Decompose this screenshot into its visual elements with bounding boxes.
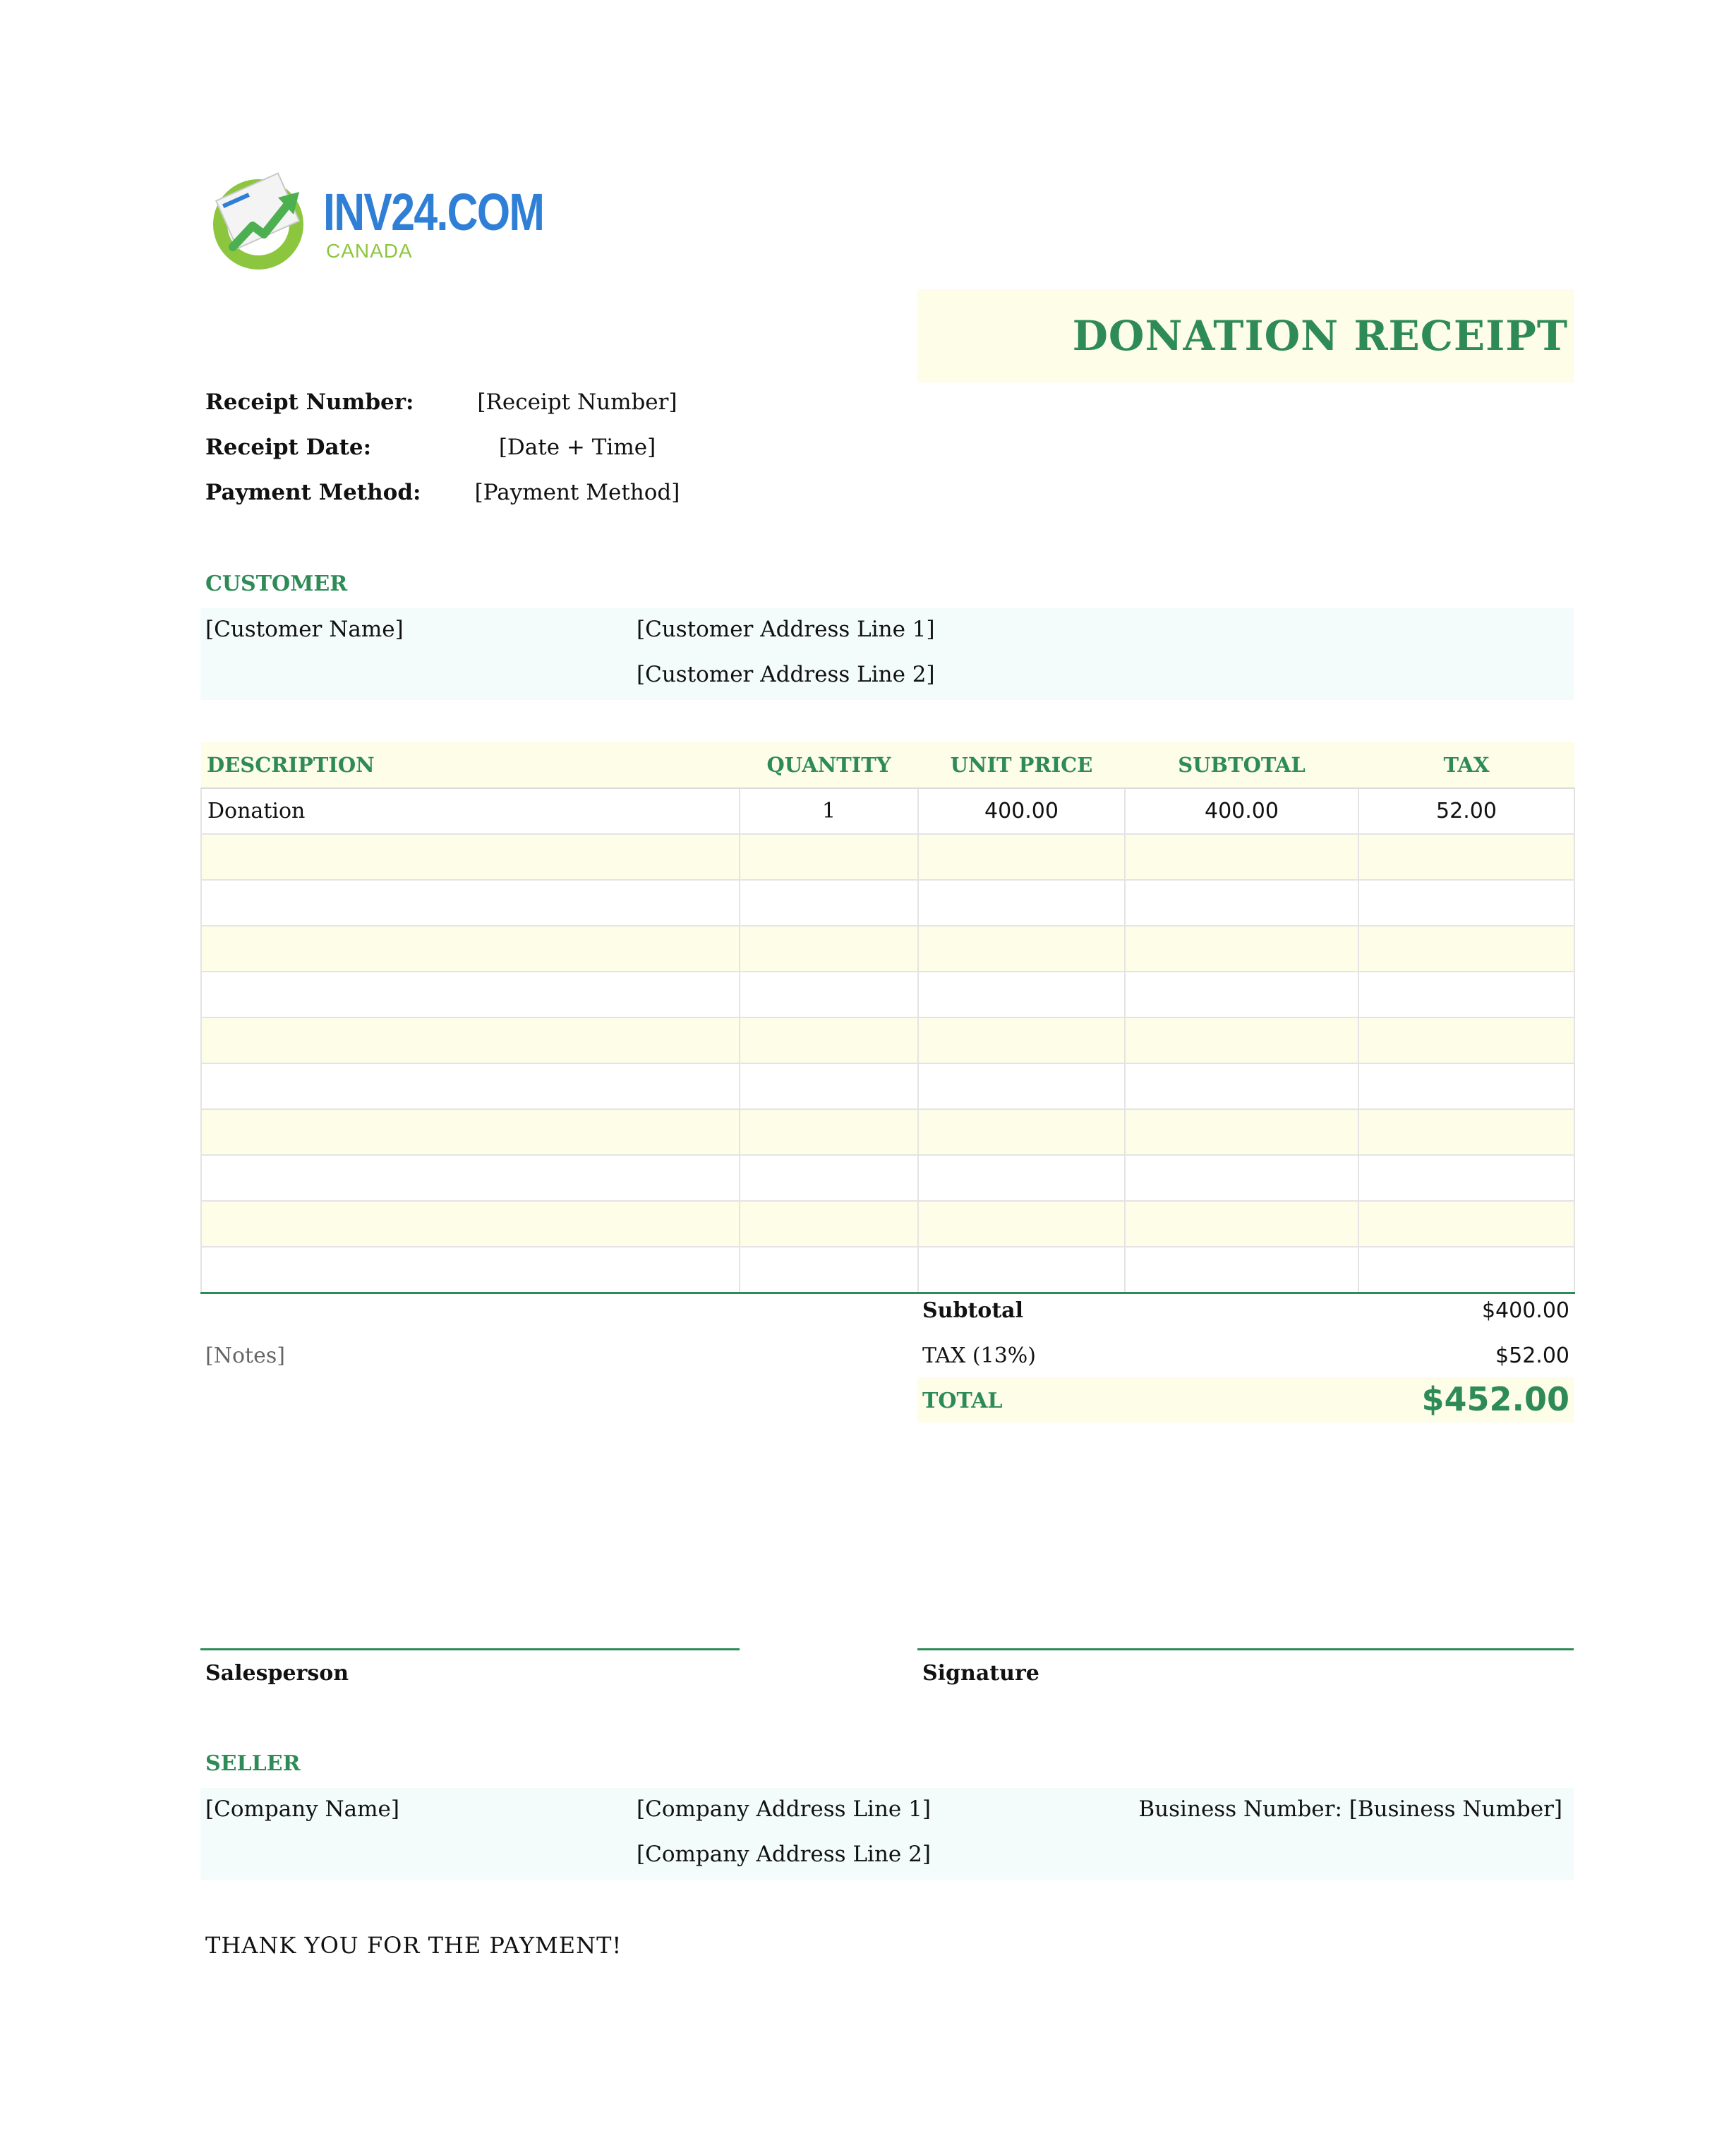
empty-cell — [918, 880, 1125, 926]
empty-cell — [201, 834, 740, 880]
header-unit-price: UNIT PRICE — [918, 742, 1125, 788]
empty-cell — [1125, 1201, 1358, 1247]
table-row — [201, 880, 1574, 926]
empty-cell — [918, 834, 1125, 880]
receipt-number-value: [Receipt Number] — [477, 389, 677, 415]
empty-cell — [740, 1063, 918, 1109]
business-number: Business Number: [Business Number] — [1138, 1796, 1562, 1822]
empty-cell — [1358, 1201, 1574, 1247]
empty-cell — [1358, 926, 1574, 972]
items-header-row — [201, 742, 1574, 788]
thank-you-message: THANK YOU FOR THE PAYMENT! — [205, 1932, 622, 1959]
table-row — [201, 1155, 1574, 1201]
empty-cell — [1125, 1063, 1358, 1109]
empty-cell — [1358, 1109, 1574, 1155]
receipt-date-value: [Date + Time] — [498, 435, 656, 460]
empty-cell — [1358, 1063, 1574, 1109]
signature-label: Signature — [922, 1661, 1039, 1686]
row-subtotal: 400.00 — [1125, 788, 1358, 834]
subtotal-value: $400.00 — [1481, 1298, 1569, 1323]
table-row — [201, 1063, 1574, 1109]
empty-cell — [1358, 880, 1574, 926]
empty-cell — [201, 1063, 740, 1109]
table-row — [201, 834, 1574, 880]
header-subtotal: SUBTOTAL — [1125, 742, 1358, 788]
empty-cell — [740, 880, 918, 926]
empty-cell — [1125, 926, 1358, 972]
company-address-line-1: [Company Address Line 1] — [637, 1796, 931, 1822]
empty-cell — [1358, 1155, 1574, 1201]
customer-address-line-1: [Customer Address Line 1] — [637, 617, 935, 642]
empty-cell — [1358, 972, 1574, 1017]
title-band — [917, 289, 1574, 382]
seller-section-title: SELLER — [205, 1751, 301, 1776]
payment-method-value: [Payment Method] — [474, 480, 680, 505]
empty-cell — [201, 880, 740, 926]
empty-cell — [1358, 1247, 1574, 1293]
table-row — [201, 788, 1574, 834]
tax-value: $52.00 — [1495, 1343, 1569, 1368]
empty-cell — [201, 926, 740, 972]
row-tax: 52.00 — [1358, 788, 1574, 834]
logo-brand-text: INV24.COM — [323, 183, 544, 241]
empty-cell — [201, 1201, 740, 1247]
empty-cell — [201, 1017, 740, 1063]
empty-cell — [740, 1201, 918, 1247]
empty-cell — [201, 972, 740, 1017]
signature-line — [917, 1648, 1574, 1650]
row-description: Donation — [201, 788, 740, 834]
empty-cell — [740, 1155, 918, 1201]
empty-cell — [740, 834, 918, 880]
total-value: $452.00 — [1421, 1380, 1569, 1418]
empty-cell — [740, 1247, 918, 1293]
table-row — [201, 1247, 1574, 1293]
empty-cell — [1125, 1155, 1358, 1201]
salesperson-label: Salesperson — [205, 1661, 349, 1686]
customer-name: [Customer Name] — [205, 617, 404, 642]
company-address-line-2: [Company Address Line 2] — [637, 1842, 931, 1867]
empty-cell — [918, 1155, 1125, 1201]
empty-cell — [1125, 1017, 1358, 1063]
empty-cell — [740, 926, 918, 972]
logo-icon — [212, 168, 318, 274]
customer-address-line-2: [Customer Address Line 2] — [637, 662, 935, 687]
empty-cell — [918, 1017, 1125, 1063]
empty-cell — [1358, 834, 1574, 880]
table-row — [201, 1109, 1574, 1155]
receipt-number-label: Receipt Number: — [205, 389, 414, 415]
table-row — [201, 1201, 1574, 1247]
empty-cell — [1125, 972, 1358, 1017]
items-table — [200, 742, 1575, 1294]
empty-cell — [740, 972, 918, 1017]
empty-cell — [740, 1109, 918, 1155]
total-label: TOTAL — [922, 1389, 1003, 1413]
salesperson-line — [200, 1648, 740, 1650]
tax-label: TAX (13%) — [922, 1343, 1037, 1368]
empty-cell — [918, 926, 1125, 972]
empty-cell — [1125, 834, 1358, 880]
empty-cell — [918, 972, 1125, 1017]
empty-cell — [740, 1017, 918, 1063]
payment-method-label: Payment Method: — [205, 480, 421, 505]
customer-section-title: CUSTOMER — [205, 572, 348, 596]
table-row — [201, 972, 1574, 1017]
subtotal-label: Subtotal — [922, 1298, 1024, 1323]
header-tax: TAX — [1358, 742, 1574, 788]
empty-cell — [1125, 880, 1358, 926]
header-description: DESCRIPTION — [201, 742, 740, 788]
empty-cell — [1358, 1017, 1574, 1063]
header-quantity: QUANTITY — [740, 742, 918, 788]
empty-cell — [201, 1247, 740, 1293]
empty-cell — [918, 1201, 1125, 1247]
table-row — [201, 926, 1574, 972]
empty-cell — [918, 1247, 1125, 1293]
empty-cell — [201, 1155, 740, 1201]
company-name: [Company Name] — [205, 1796, 399, 1822]
empty-cell — [918, 1063, 1125, 1109]
page-title: DONATION RECEIPT — [1072, 312, 1568, 360]
empty-cell — [918, 1109, 1125, 1155]
row-quantity: 1 — [740, 788, 918, 834]
table-row — [201, 1017, 1574, 1063]
logo-sub-text: CANADA — [326, 240, 413, 262]
company-logo — [212, 168, 544, 274]
row-unit-price: 400.00 — [918, 788, 1125, 834]
empty-cell — [1125, 1109, 1358, 1155]
empty-cell — [1125, 1247, 1358, 1293]
receipt-date-label: Receipt Date: — [205, 435, 372, 460]
notes: [Notes] — [205, 1343, 285, 1368]
empty-cell — [201, 1109, 740, 1155]
